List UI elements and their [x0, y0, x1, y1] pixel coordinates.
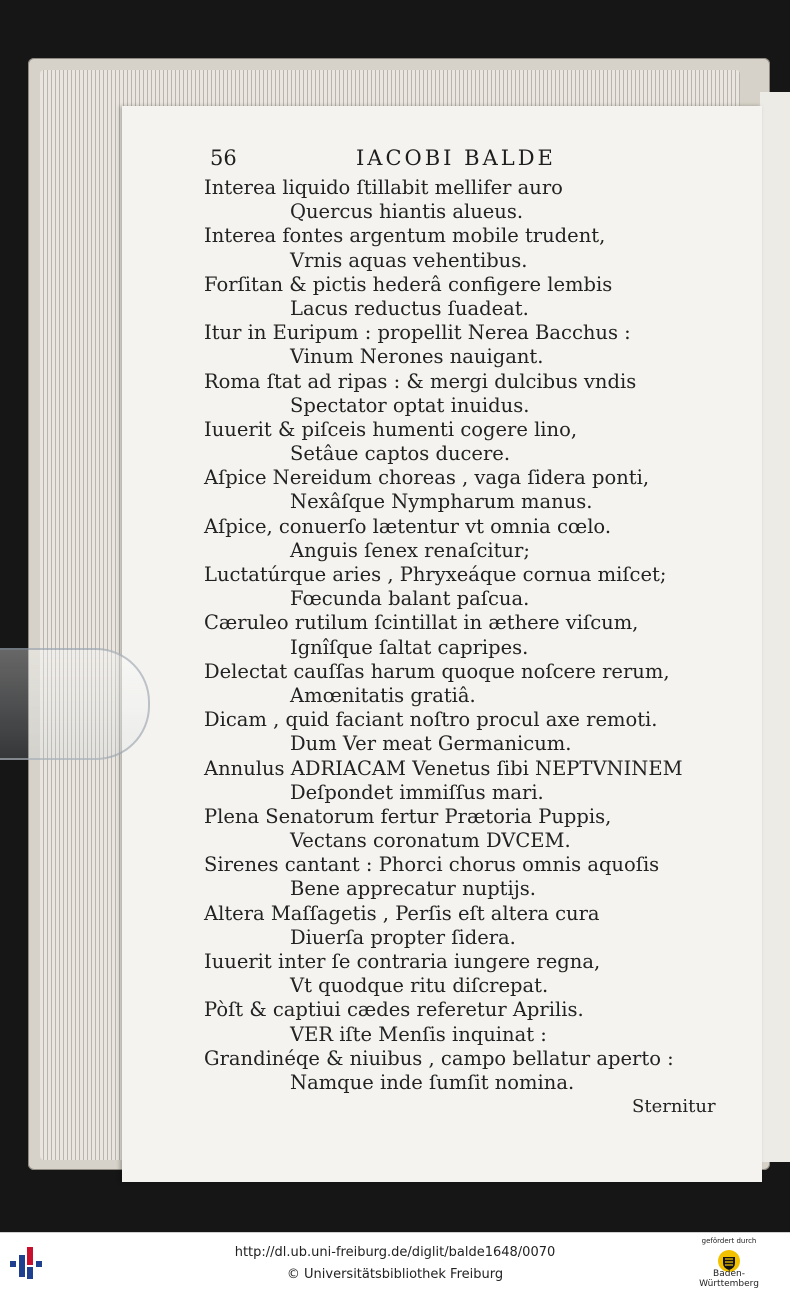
page-header	[210, 146, 770, 176]
verse-line: VER iſte Menſis inquinat :	[290, 1022, 547, 1046]
verse-line: Aſpice Nereidum choreas , vaga ſidera ponti,	[204, 466, 650, 490]
verse-line: Sirenes cantant : Phorci chorus omnis aquoſis	[204, 853, 660, 877]
verse-line: Iuuerit inter ſe contraria iungere regna,	[204, 950, 601, 973]
verse-line: Pòſt & captiui cædes referetur Aprilis.	[204, 998, 584, 1022]
verse-line: Grandinéqe & niuibus , campo bellatur aperto :	[204, 1046, 674, 1070]
verse-line: Ignîſque ſaltat capripes.	[290, 635, 529, 659]
verse-line: Fœcunda balant paſcua.	[290, 587, 530, 611]
viewer-footer	[0, 1232, 790, 1291]
verse-line: Deſpondet immiſſus mari.	[290, 780, 544, 804]
verse-line: Namque inde ſumſit nomina.	[290, 1070, 575, 1094]
verse-line: Vectans coronatum DVCEM.	[290, 829, 571, 853]
verse-line: Lacus reductus ſuadeat.	[290, 296, 529, 320]
sponsor-caption: gefördert durch	[701, 1237, 757, 1245]
verse-line: Setâue captos ducere.	[290, 442, 511, 466]
verse-line: Interea liquido ſtillabit mellifer auro	[204, 176, 563, 199]
poem-text	[204, 176, 749, 1095]
verse-line: Dum Ver meat Germanicum.	[290, 732, 572, 756]
verse-line: Vinum Nerones nauigant.	[290, 345, 544, 369]
verse-line: Iuuerit & piſceis humenti cogere lino,	[204, 417, 578, 441]
sponsor-name: Baden-Württemberg	[699, 1269, 759, 1289]
facing-page-edge	[760, 92, 790, 1162]
verse-line: Cæruleo rutilum ſcintillat in æthere viſcum,	[204, 611, 639, 635]
verse-line: Aſpice, conuerſo lætentur vt omnia cœlo.	[204, 514, 612, 538]
verse-line: Altera Maſſagetis , Perſis eſt altera cura	[204, 901, 600, 925]
catchword: Sternitur	[632, 1096, 716, 1117]
verse-line: Diuerſa propter ſidera.	[290, 925, 516, 949]
verse-line: Bene apprecatur nuptijs.	[290, 877, 537, 901]
verse-line: Vrnis aquas vehentibus.	[290, 248, 528, 272]
verse-line: Vt quodque ritu diſcrepat.	[290, 974, 549, 998]
verse-line: Dicam , quid faciant noſtro procul axe remoti.	[204, 708, 658, 732]
verse-line: Roma ſtat ad ripas : & mergi dulcibus vndis	[204, 369, 637, 393]
verse-line: Itur in Euripum : propellit Nerea Bacchus :	[204, 321, 631, 345]
copyright-notice: © Universitätsbibliothek Freiburg	[286, 1267, 504, 1282]
running-head: IACOBI BALDE	[356, 146, 556, 170]
page-number: 56	[210, 146, 237, 170]
sponsor-logo	[684, 1237, 774, 1289]
verse-line: Spectator optat inuidus.	[290, 393, 530, 417]
verse-line: Anguis ſenex renaſcitur;	[290, 538, 530, 562]
verse-line: Plena Senatorum fertur Prætoria Puppis,	[204, 804, 612, 828]
verse-line: Amœnitatis gratiâ.	[290, 683, 476, 707]
verse-line: Annulus ADRIACAM Venetus ſibi NEPTVNINEM	[204, 756, 683, 780]
verse-line: Forſitan & pictis hederâ configere lembis	[204, 272, 613, 296]
page-clip	[0, 648, 150, 760]
verse-line: Nexâſque Nympharum manus.	[290, 490, 593, 514]
document-url[interactable]: http://dl.ub.uni-freiburg.de/diglit/balde1648/0070	[234, 1245, 556, 1260]
verse-line: Delectat cauſſas harum quoque noſcere rerum,	[204, 659, 670, 683]
verse-line: Quercus hiantis alueus.	[290, 200, 524, 224]
verse-line: Luctatúrque aries , Phryxeáque cornua miſcet;	[204, 563, 667, 586]
verse-line: Interea fontes argentum mobile trudent,	[204, 224, 606, 248]
